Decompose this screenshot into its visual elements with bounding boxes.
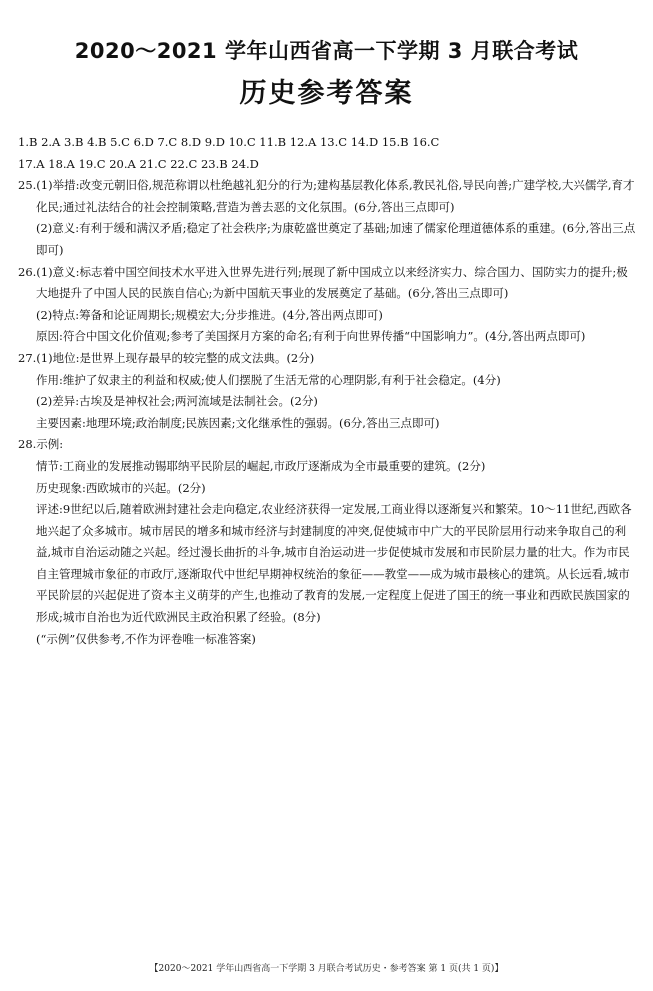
q28-phenomenon: 历史现象:西欧城市的兴起。(2分)	[36, 480, 206, 495]
q28-commentary: 评述:9世纪以后,随着欧洲封建社会走向稳定,农业经济获得一定发展,工商业得以逐渐复兴和繁荣。10～11世纪,西欧各地兴起了众多城市。城市居民的增多和城市经济与封建制度的冲突,促使城市中广大的平民阶层用行动来争取自己的利益,城市自治运动随之兴起。经过漫长曲折的斗争,城市自治运动进一步促使城市发展和市民阶层力量的壮大。作为市民自主管理城市象征的市政厅,逐渐取代中世纪早期神权统治的象征——教堂——成为城市最核心的建筑。从长远看,城市平民阶层的兴起促进了资本主义萌芽的产生,也推动了教育的发展,一定程度上促进了国王的统一事业和西欧民族国家的形成;城市自治也为近代欧洲民主政治积累了经验。(8分)	[36, 502, 632, 625]
answer-content	[18, 132, 638, 650]
q27-part2: 作用:维护了奴隶主的利益和权威;使人们摆脱了生活无常的心理阴影,有利于社会稳定。(4分)	[36, 372, 501, 387]
q28-heading: 28.示例:	[18, 437, 64, 452]
q27-part3: (2)差异:古埃及是神权社会;两河流域是法制社会。(2分)	[36, 394, 318, 409]
choice-answers-line-2: 17.A 18.A 19.C 20.A 21.C 22.C 23.B 24.D	[18, 156, 259, 171]
q26-part1: 26.(1)意义:标志着中国空间技术水平进入世界先进行列;展现了新中国成立以来经济实力、综合国力、国防实力的提升;极大地提升了中国人民的民族自信心;为新中国航天事业的发展奠定了基础。(6分,答出三点即可)	[18, 264, 628, 301]
q25-part1: 25.(1)举措:改变元朝旧俗,规范称谓以杜绝越礼犯分的行为;建构基层教化体系,教民礼俗,导民向善;广建学校,大兴儒学,育才化民;通过礼法结合的社会控制策略,营造为善去恶的文化氛围。(6分,答出三点即可)	[18, 178, 635, 214]
q26-part3: 原因:符合中国文化价值观;参考了美国探月方案的命名;有利于向世界传播“中国影响力”。(4分,答出两点即可)	[36, 329, 586, 344]
q27-part4: 主要因素:地理环境;政治制度;民族因素;文化继承性的强弱。(6分,答出三点即可)	[36, 415, 440, 430]
q26-part2: (2)特点:筹备和论证周期长;规模宏大;分步推进。(4分,答出两点即可)	[36, 307, 383, 322]
choice-answers-line-1: 1.B 2.A 3.B 4.B 5.C 6.D 7.C 8.D 9.D 10.C 11.B 12.A 13.C 14.D 15.B 16.C	[18, 135, 440, 149]
q25-part2: (2)意义:有利于缓和满汉矛盾;稳定了社会秩序;为康乾盛世奠定了基础;加速了儒家伦理道德体系的重建。(6分,答出三点即可)	[36, 221, 636, 257]
document-subtitle: 历史参考答案	[239, 78, 414, 109]
q28-plot: 情节:工商业的发展推动锡耶纳平民阶层的崛起,市政厅逐渐成为全市最重要的建筑。(2分)	[36, 458, 486, 473]
exam-title: 2020～2021 学年山西省高一下学期 3 月联合考试	[74, 39, 579, 63]
q28-note: (“示例”仅供参考,不作为评卷唯一标准答案)	[36, 631, 256, 646]
page-footer: 【2020～2021 学年山西省高一下学期 3 月联合考试历史・参考答案 第 1 页(共 1 页)】	[149, 964, 504, 974]
q27-part1: 27.(1)地位:是世界上现存最早的较完整的成文法典。(2分)	[18, 350, 315, 365]
